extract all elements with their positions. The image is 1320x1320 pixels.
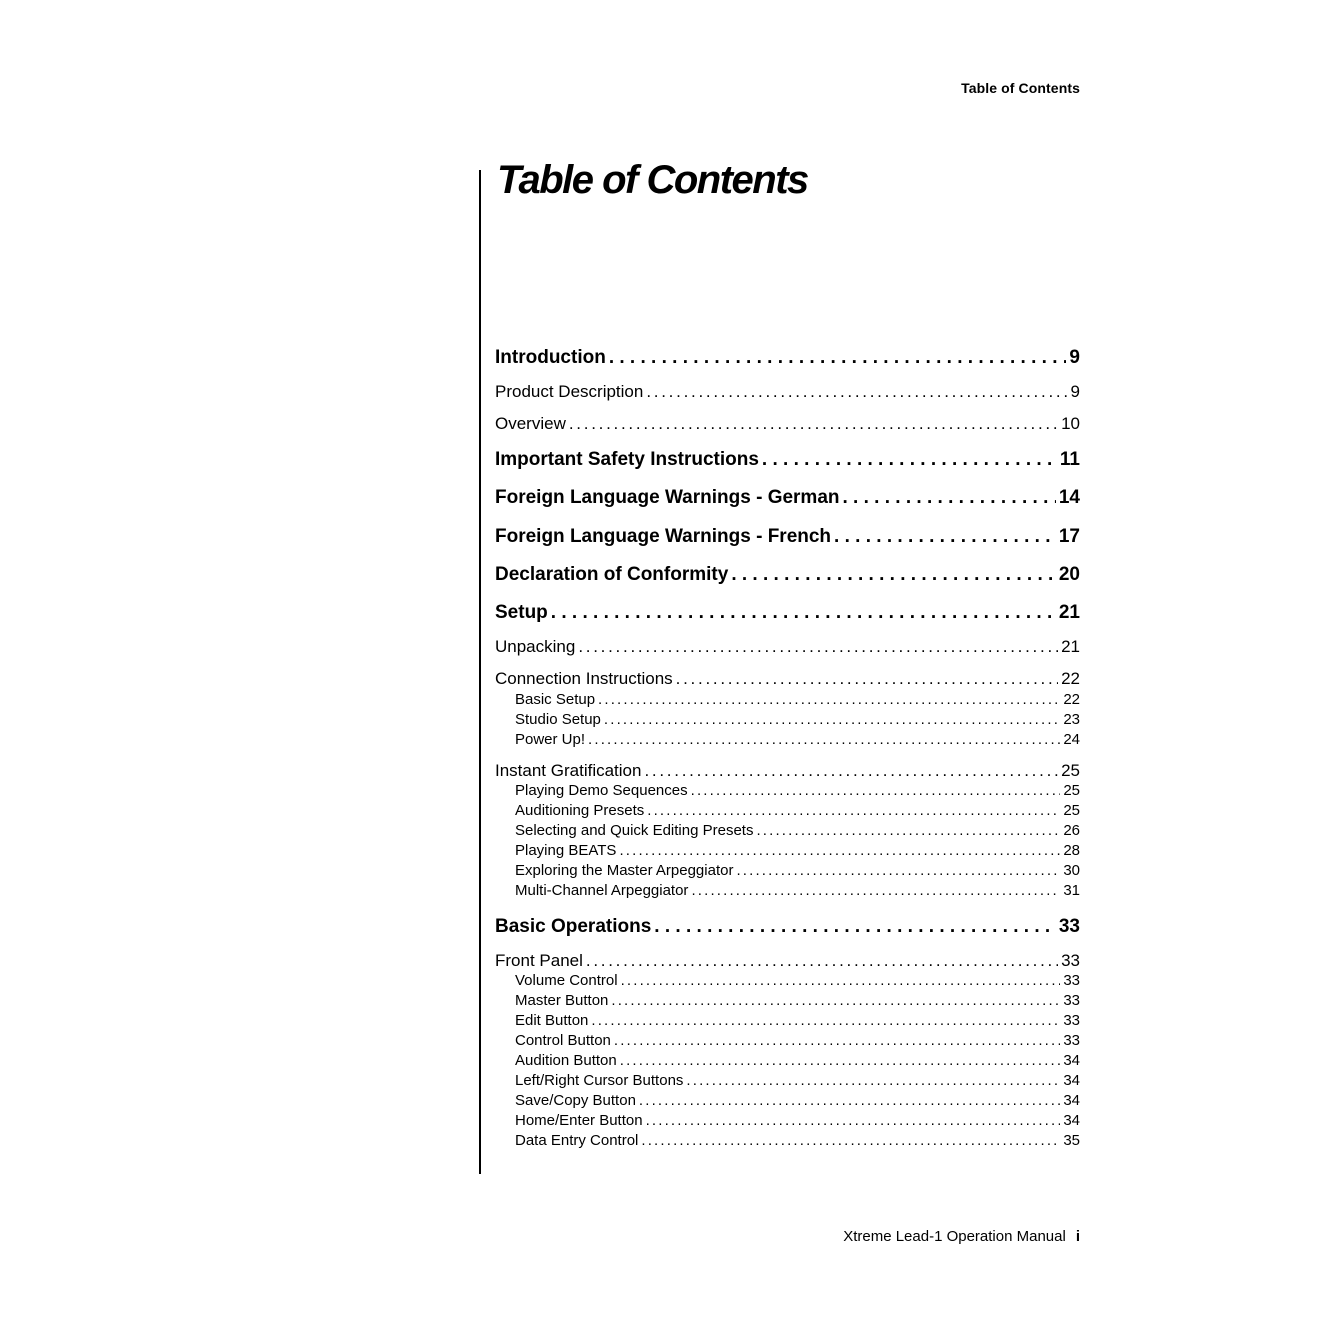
toc-entry[interactable]	[495, 638, 1080, 655]
toc-entry-page: 33	[1063, 992, 1080, 1009]
toc-entry[interactable]	[515, 1093, 1080, 1108]
toc-entry-page: 24	[1063, 731, 1080, 748]
toc-entry[interactable]	[495, 415, 1080, 432]
toc-entry[interactable]	[515, 1013, 1080, 1028]
toc-entry-page: 25	[1063, 782, 1080, 799]
dot-leader	[691, 883, 1060, 898]
toc-entry[interactable]	[495, 917, 1080, 936]
toc-entry-page: 34	[1063, 1092, 1080, 1109]
toc-entry-page: 26	[1063, 822, 1080, 839]
toc-entry-page: 17	[1058, 526, 1080, 547]
toc-entry-label: Volume Control	[515, 972, 618, 989]
toc-entry-page: 10	[1061, 414, 1080, 433]
toc-entry-page: 35	[1063, 1132, 1080, 1149]
dot-leader	[762, 450, 1057, 469]
toc-entry-label: Selecting and Quick Editing Presets	[515, 822, 754, 839]
toc-entry-label: Setup	[495, 602, 548, 623]
toc-entry-page: 14	[1058, 487, 1080, 508]
toc-entry-page: 25	[1061, 761, 1080, 780]
dot-leader	[614, 1033, 1060, 1048]
toc-entry-label: Audition Button	[515, 1052, 617, 1069]
toc-entry-label: Unpacking	[495, 637, 576, 656]
toc-entry-label: Save/Copy Button	[515, 1092, 636, 1109]
page-footer	[843, 1228, 1080, 1245]
toc-entry[interactable]	[495, 670, 1080, 687]
toc-entry[interactable]	[495, 527, 1080, 546]
toc-entry[interactable]	[515, 993, 1080, 1008]
dot-leader	[731, 565, 1056, 584]
toc-entry[interactable]	[495, 565, 1080, 584]
toc-entry-label: Declaration of Conformity	[495, 564, 729, 585]
dot-leader	[620, 1053, 1061, 1068]
toc-entry-label: Data Entry Control	[515, 1132, 639, 1149]
manual-title: Xtreme Lead-1 Operation Manual	[843, 1228, 1066, 1245]
toc-entry-label: Front Panel	[495, 951, 583, 970]
toc-entry[interactable]	[515, 823, 1080, 838]
dot-leader	[588, 732, 1060, 747]
dot-leader	[736, 863, 1060, 878]
toc-entry-label: Studio Setup	[515, 711, 601, 728]
dot-leader	[843, 488, 1056, 507]
toc-entry[interactable]	[515, 883, 1080, 898]
dot-leader	[591, 1013, 1060, 1028]
toc-entry-label: Important Safety Instructions	[495, 449, 759, 470]
dot-leader	[621, 973, 1061, 988]
toc-entry-page: 22	[1061, 669, 1080, 688]
toc-entry-label: Basic Setup	[515, 691, 596, 708]
dot-leader	[646, 1113, 1061, 1128]
toc-entry-page: 33	[1058, 916, 1080, 937]
toc-entry-label: Master Button	[515, 992, 609, 1009]
toc-entry[interactable]	[515, 803, 1080, 818]
toc-entry-page: 31	[1063, 882, 1080, 899]
toc-entry-page: 11	[1059, 449, 1080, 470]
toc-entry[interactable]	[515, 692, 1080, 707]
toc-entry-label: Introduction	[495, 347, 606, 368]
toc-entry[interactable]	[515, 863, 1080, 878]
toc-entry[interactable]	[515, 1073, 1080, 1088]
toc-entry-label: Power Up!	[515, 731, 586, 748]
dot-leader	[686, 1073, 1060, 1088]
dot-leader	[647, 803, 1060, 818]
toc-entry-label: Foreign Language Warnings - German	[495, 487, 840, 508]
toc-entry-page: 34	[1063, 1072, 1080, 1089]
toc-entry-page: 34	[1063, 1112, 1080, 1129]
dot-leader	[691, 783, 1061, 798]
toc-entry-page: 30	[1063, 862, 1080, 879]
dot-leader	[676, 670, 1058, 687]
toc-entry-label: Home/Enter Button	[515, 1112, 643, 1129]
toc-entry[interactable]	[515, 712, 1080, 727]
toc-entry-page: 20	[1058, 564, 1080, 585]
toc-entry-page: 33	[1063, 972, 1080, 989]
dot-leader	[586, 952, 1058, 969]
dot-leader	[654, 917, 1056, 936]
toc-entry-page: 34	[1063, 1052, 1080, 1069]
toc-entry-label: Foreign Language Warnings - French	[495, 526, 832, 547]
dot-leader	[641, 1133, 1060, 1148]
toc-entry[interactable]	[515, 1133, 1080, 1148]
toc-entry[interactable]	[515, 783, 1080, 798]
toc-entry-page: 22	[1063, 691, 1080, 708]
toc-entry-label: Exploring the Master Arpeggiator	[515, 862, 734, 879]
toc-entry[interactable]	[515, 1113, 1080, 1128]
toc-entry-label: Multi-Channel Arpeggiator	[515, 882, 689, 899]
toc-entry-page: 33	[1061, 951, 1080, 970]
toc-entry-label: Control Button	[515, 1032, 611, 1049]
dot-leader	[639, 1093, 1060, 1108]
toc-entry[interactable]	[515, 1053, 1080, 1068]
toc-entry[interactable]	[495, 762, 1080, 779]
dot-leader	[569, 415, 1058, 432]
toc-entry-page: 21	[1061, 637, 1080, 656]
toc-entry-page: 9	[1069, 347, 1080, 368]
toc-entry-label: Playing BEATS	[515, 842, 617, 859]
dot-leader	[756, 823, 1060, 838]
toc-entry-page: 23	[1063, 711, 1080, 728]
dot-leader	[604, 712, 1060, 727]
dot-leader	[609, 348, 1067, 367]
toc-entry-label: Edit Button	[515, 1012, 589, 1029]
toc-entry-label: Overview	[495, 414, 566, 433]
toc-entry-page: 28	[1063, 842, 1080, 859]
toc-entry[interactable]	[515, 732, 1080, 747]
dot-leader	[578, 638, 1058, 655]
toc-entry[interactable]	[495, 603, 1080, 622]
toc-entry-label: Basic Operations	[495, 916, 652, 937]
toc-entry[interactable]	[495, 488, 1080, 507]
toc-entry-page: 33	[1063, 1012, 1080, 1029]
toc-entry-label: Playing Demo Sequences	[515, 782, 688, 799]
toc-entry[interactable]	[495, 450, 1080, 469]
dot-leader	[551, 603, 1056, 622]
dot-leader	[644, 762, 1058, 779]
running-head: Table of Contents	[961, 80, 1080, 96]
page-title: Table of Contents	[497, 158, 808, 202]
margin-rule	[479, 170, 481, 1174]
page-number: i	[1075, 1228, 1080, 1245]
toc-entry[interactable]	[515, 1033, 1080, 1048]
dot-leader	[598, 692, 1060, 707]
toc-entry[interactable]	[515, 843, 1080, 858]
toc-entry[interactable]	[495, 348, 1080, 367]
dot-leader	[611, 993, 1060, 1008]
toc-entry[interactable]	[495, 952, 1080, 969]
toc-entry-page: 9	[1070, 382, 1080, 401]
toc-entry[interactable]	[495, 383, 1080, 400]
toc-entry-page: 25	[1063, 802, 1080, 819]
dot-leader	[619, 843, 1060, 858]
toc-entry-label: Instant Gratification	[495, 761, 642, 780]
toc-entry-label: Connection Instructions	[495, 669, 673, 688]
toc-entry-label: Auditioning Presets	[515, 802, 645, 819]
toc-entry-label: Product Description	[495, 382, 644, 401]
toc-entry-page: 33	[1063, 1032, 1080, 1049]
dot-leader	[646, 383, 1067, 400]
dot-leader	[834, 527, 1056, 546]
toc-entry[interactable]	[515, 973, 1080, 988]
toc-entry-page: 21	[1058, 602, 1080, 623]
toc-entry-label: Left/Right Cursor Buttons	[515, 1072, 684, 1089]
